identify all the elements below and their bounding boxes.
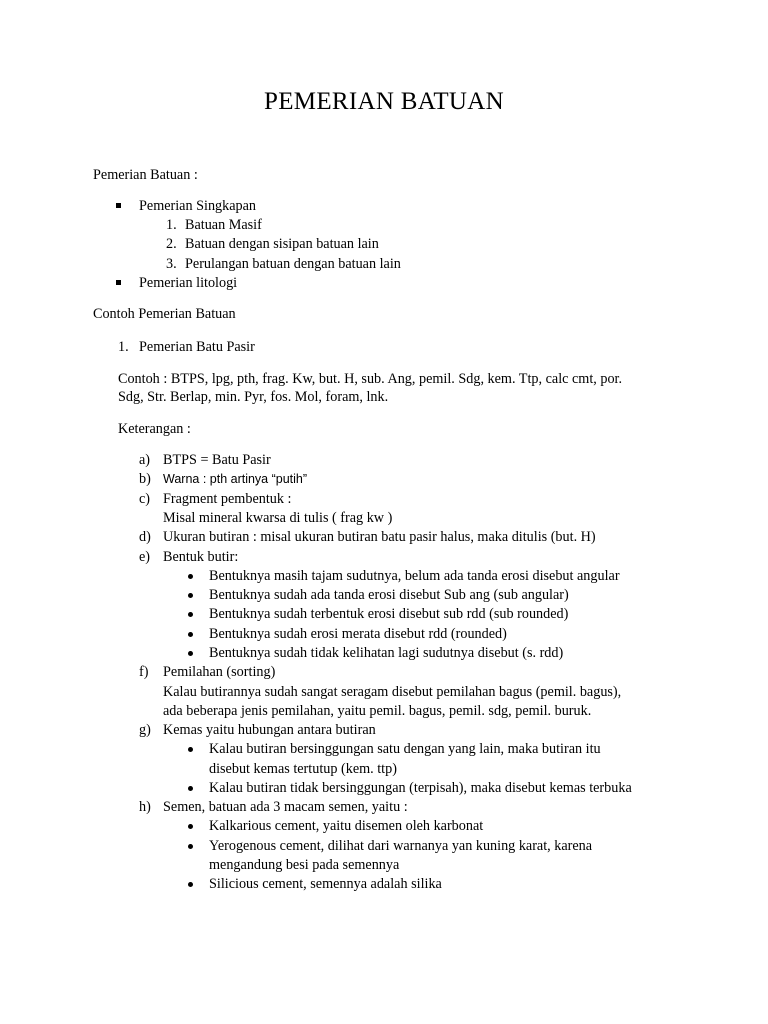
sub-item-continuation: mengandung besi pada semennya xyxy=(209,857,400,873)
sub-item: Kalkarious cement, yaitu disemen oleh karbonat xyxy=(209,818,484,834)
item-continuation: ada beberapa jenis pemilahan, yaitu pemil. bagus, pemil. sdg, pemil. buruk. xyxy=(163,703,592,719)
bullet-dot-icon xyxy=(188,651,193,656)
item-text: Fragment pembentuk : xyxy=(163,491,292,507)
sub-item: Kalau butiran bersinggungan satu dengan yang lain, maka butiran itu xyxy=(209,741,601,757)
bullet-dot-icon xyxy=(188,882,193,887)
bullet-dot-icon xyxy=(188,786,193,791)
sub-item: Silicious cement, semennya adalah silika xyxy=(209,876,442,892)
item-text: Ukuran butiran : misal ukuran butiran batu pasir halus, maka ditulis (but. H) xyxy=(163,529,596,545)
item-text: Pemilahan (sorting) xyxy=(163,664,276,680)
section-number: 1. xyxy=(118,339,129,355)
item-continuation: Kalau butirannya sudah sangat seragam disebut pemilahan bagus (pemil. bagus), xyxy=(163,684,622,700)
item-text: Bentuk butir: xyxy=(163,549,239,565)
item-label: c) xyxy=(139,491,151,507)
bullet-dot-icon xyxy=(188,574,193,579)
item-label: a) xyxy=(139,452,151,468)
list-number: 2. xyxy=(166,236,177,252)
item-continuation: Misal mineral kwarsa di tulis ( frag kw ) xyxy=(163,510,393,526)
bullet-dot-icon xyxy=(188,612,193,617)
bullet-dot-icon xyxy=(188,844,193,849)
item-text: Warna : pth artinya “putih” xyxy=(163,472,308,486)
item-label: h) xyxy=(139,799,151,815)
item-label: e) xyxy=(139,549,151,565)
section-title: Pemerian Batu Pasir xyxy=(139,339,255,355)
list-number: 1. xyxy=(166,217,177,233)
contoh-line: Contoh : BTPS, lpg, pth, frag. Kw, but. H, sub. Ang, pemil. Sdg, kem. Ttp, calc cmt, por. xyxy=(118,371,623,387)
list-item: Batuan Masif xyxy=(185,217,262,233)
bullet-dot-icon xyxy=(188,747,193,752)
bullet-dot-icon xyxy=(188,593,193,598)
contoh-heading: Contoh Pemerian Batuan xyxy=(93,306,236,322)
sub-item-continuation: disebut kemas tertutup (kem. ttp) xyxy=(209,761,397,777)
item-label: g) xyxy=(139,722,151,738)
sub-item: Bentuknya sudah terbentuk erosi disebut sub rdd (sub rounded) xyxy=(209,606,569,622)
item-label: b) xyxy=(139,471,151,487)
sub-item: Bentuknya masih tajam sudutnya, belum ada tanda erosi disebut angular xyxy=(209,568,620,584)
sub-item: Bentuknya sudah erosi merata disebut rdd (rounded) xyxy=(209,626,507,642)
contoh-line: Sdg, Str. Berlap, min. Pyr, fos. Mol, foram, lnk. xyxy=(118,389,389,405)
list-item: Batuan dengan sisipan batuan lain xyxy=(185,236,379,252)
sub-item: Kalau butiran tidak bersinggungan (terpisah), maka disebut kemas terbuka xyxy=(209,780,632,796)
bullet-dot-icon xyxy=(188,632,193,637)
item-text: Kemas yaitu hubungan antara butiran xyxy=(163,722,376,738)
list-number: 3. xyxy=(166,256,177,272)
square-bullet-icon xyxy=(116,203,121,208)
sub-item: Yerogenous cement, dilihat dari warnanya yan kuning karat, karena xyxy=(209,838,593,854)
bullet-litologi: Pemerian litologi xyxy=(139,275,238,291)
page-title: PEMERIAN BATUAN xyxy=(264,88,504,115)
sub-item: Bentuknya sudah ada tanda erosi disebut Sub ang (sub angular) xyxy=(209,587,569,603)
square-bullet-icon xyxy=(116,280,121,285)
sub-item: Bentuknya sudah tidak kelihatan lagi sudutnya disebut (s. rdd) xyxy=(209,645,564,661)
item-label: d) xyxy=(139,529,151,545)
item-label: f) xyxy=(139,664,149,680)
intro-heading: Pemerian Batuan : xyxy=(93,167,198,183)
bullet-singkapan: Pemerian Singkapan xyxy=(139,198,257,214)
keterangan-heading: Keterangan : xyxy=(118,421,191,437)
item-text: BTPS = Batu Pasir xyxy=(163,452,271,468)
bullet-dot-icon xyxy=(188,824,193,829)
item-text: Semen, batuan ada 3 macam semen, yaitu : xyxy=(163,799,408,815)
list-item: Perulangan batuan dengan batuan lain xyxy=(185,256,401,272)
